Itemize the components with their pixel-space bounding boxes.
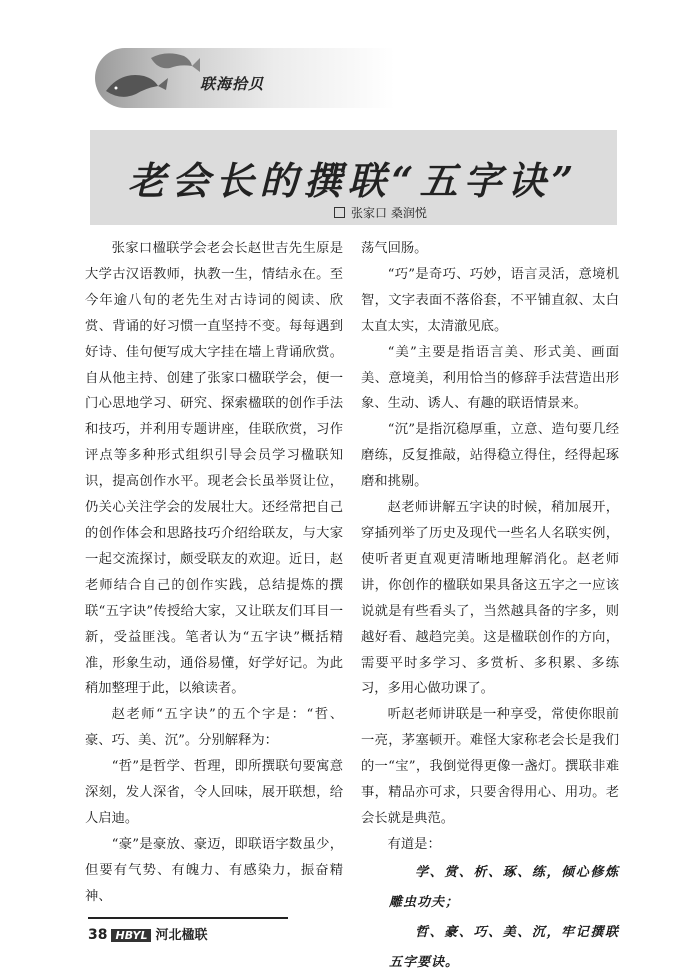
journal-abbreviation: HBYL (111, 929, 151, 942)
footer-rule (88, 917, 288, 919)
paragraph: 张家口楹联学会老会长赵世吉先生原是大学古汉语教师，执教一生，情结永在。至今年逾八旬的老先生对古诗词的阅读、欣赏、背诵的好习惯一直坚持不变。每每遇到好诗、佳句便写成大字挂在墙上背诵欣赏。自从他主持、创建了张家口楹联学会，便一门心思地学习、研究、探索楹联的创作手法和技巧，并利用专题讲座，佳联欣赏，习作评点等多种形式组织引导会员学习楹联知识，提高创作水平。现老会长虽举贤让位，仍关心关注学会的发展壮大。还经常把自己的创作体会和思路技巧介绍给联友，与大家一起交流探讨，颇受联友的欢迎。近日，赵老师结合自己的创作实践，总结提炼的撰联“五字诀”传授给大家，又让联友们耳目一新，受益匪浅。笔者认为“五字诀”概括精准，形象生动，通俗易懂，好学好记。为此稍加整理于此，以飨读者。 (85, 241, 343, 697)
page-footer (88, 924, 207, 944)
paragraph: 荡气回肠。 (361, 241, 428, 256)
paragraph: “美”主要是指语言美、形式美、画面美、意境美，利用恰当的修辞手法营造出形象、生动、诱人、有趣的联语情景来。 (361, 344, 619, 412)
paragraph: “巧”是奇巧、巧妙，语言灵活，意境机智，文字表面不落俗套，不平铺直叙、太白太直太实，太清澈见底。 (361, 266, 619, 334)
page-number: 38 (88, 927, 108, 943)
paragraph: “沉”是指沉稳厚重，立意、造句要几经磨练，反复推敲，站得稳立得住，经得起琢磨和挑剔。 (361, 422, 619, 490)
paragraph: 赵老师“五字诀”的五个字是：“哲、豪、巧、美、沉”。分别解释为： (85, 707, 343, 749)
column-label: 联海拾贝 (200, 75, 265, 93)
paragraph: 赵老师讲解五字诀的时候，稍加展开，穿插列举了历史及现代一些名人名联实例，使听者更直观更清晰地理解消化。赵老师讲，你创作的楹联如果具备这五字之一应该说就是有些看头了，当然越具备的字多，则越好看、越趋完美。这是楹联创作的方向，需要平时多学习、多赏析、多积累、多练习，多用心做功课了。 (361, 500, 619, 697)
byline (334, 204, 427, 221)
journal-name: 河北楹联 (155, 928, 208, 943)
paragraph: “哲”是哲学、哲理，即所撰联句要寓意深刻，发人深省，令人回味，展开联想，给人启迪。 (85, 759, 343, 826)
left-column (85, 236, 343, 910)
square-icon (334, 207, 345, 218)
article-title: 老会长的撰联“五字诀” (127, 158, 580, 203)
author-names: 张家口 桑润悦 (351, 206, 427, 220)
koi-fish-decoration (96, 46, 206, 108)
paragraph: “豪”是豪放、豪迈，即联语字数虽少，但要有气势、有魄力、有感染力，振奋精神、 (85, 836, 343, 904)
paragraph: 听赵老师讲联是一种享受，常使你眼前一亮，茅塞顿开。难怪大家称老会长是我们的一“宝”，我倒觉得更像一盏灯。撰联非难事，精品亦可求，只要舍得用心、用功。老会长就是典范。 (361, 707, 619, 826)
couplet-line: 学、赏、析、琢、练，倾心修炼雕虫功夫； (389, 864, 619, 910)
right-column (361, 236, 619, 978)
couplet-line: 哲、豪、巧、美、沉，牢记撰联五字要诀。 (389, 924, 619, 970)
paragraph: 有道是： (387, 836, 441, 852)
